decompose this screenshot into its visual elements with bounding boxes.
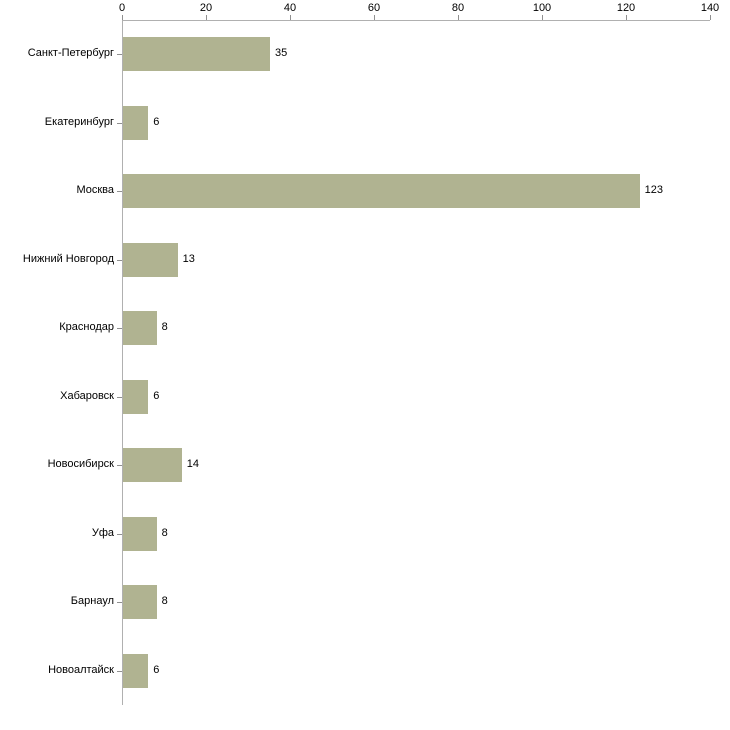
y-tick-mark	[117, 260, 122, 261]
x-tick-label: 140	[700, 2, 720, 14]
y-tick-mark	[117, 397, 122, 398]
category-label: Новосибирск	[47, 458, 114, 471]
category-label: Краснодар	[59, 321, 114, 334]
bar-value-label: 35	[275, 47, 288, 60]
category-label: Хабаровск	[60, 389, 114, 402]
bar-value-label: 6	[153, 115, 160, 128]
y-tick-mark	[117, 123, 122, 124]
x-tick-label: 0	[118, 2, 126, 14]
y-tick-mark	[117, 191, 122, 192]
x-tick-label: 100	[532, 2, 552, 14]
x-tick-label: 80	[451, 2, 465, 14]
chart-row	[0, 500, 730, 569]
category-label: Екатеринбург	[44, 115, 114, 128]
bar-value-label: 6	[153, 389, 160, 402]
category-label: Барнаул	[70, 595, 114, 608]
bar-value-label: 8	[161, 526, 168, 539]
chart-row	[0, 637, 730, 706]
chart-row	[0, 20, 730, 89]
y-tick-mark	[117, 328, 122, 329]
y-tick-mark	[117, 671, 122, 672]
bar-value-label: 123	[644, 184, 663, 197]
bar[interactable]	[123, 243, 178, 277]
category-label: Уфа	[91, 526, 114, 539]
chart-row	[0, 89, 730, 158]
bar[interactable]	[123, 37, 270, 71]
bar-value-label: 8	[161, 595, 168, 608]
bar[interactable]	[123, 585, 157, 619]
y-tick-mark	[117, 534, 122, 535]
x-tick-label: 40	[283, 2, 297, 14]
bar[interactable]	[123, 380, 148, 414]
x-tick-label: 20	[199, 2, 213, 14]
bar[interactable]	[123, 106, 148, 140]
bar-value-label: 14	[186, 458, 200, 471]
y-tick-mark	[117, 465, 122, 466]
bar-value-label: 13	[182, 252, 195, 265]
category-label: Нижний Новгород	[22, 252, 114, 265]
x-tick-label: 60	[367, 2, 381, 14]
bar-value-label: 8	[161, 321, 168, 334]
bar[interactable]	[123, 654, 148, 688]
category-label: Санкт-Петербург	[27, 47, 114, 60]
bar-value-label: 6	[153, 663, 160, 676]
chart-row	[0, 363, 730, 432]
bar[interactable]	[123, 448, 182, 482]
chart-row	[0, 157, 730, 226]
category-label: Новоалтайск	[48, 663, 114, 676]
x-tick-label: 120	[616, 2, 636, 14]
category-label: Москва	[76, 184, 114, 197]
chart-row	[0, 226, 730, 295]
bar[interactable]	[123, 174, 640, 208]
chart-row	[0, 568, 730, 637]
y-tick-mark	[117, 54, 122, 55]
chart-row	[0, 294, 730, 363]
bar[interactable]	[123, 517, 157, 551]
chart-row	[0, 431, 730, 500]
y-tick-mark	[117, 602, 122, 603]
bar[interactable]	[123, 311, 157, 345]
